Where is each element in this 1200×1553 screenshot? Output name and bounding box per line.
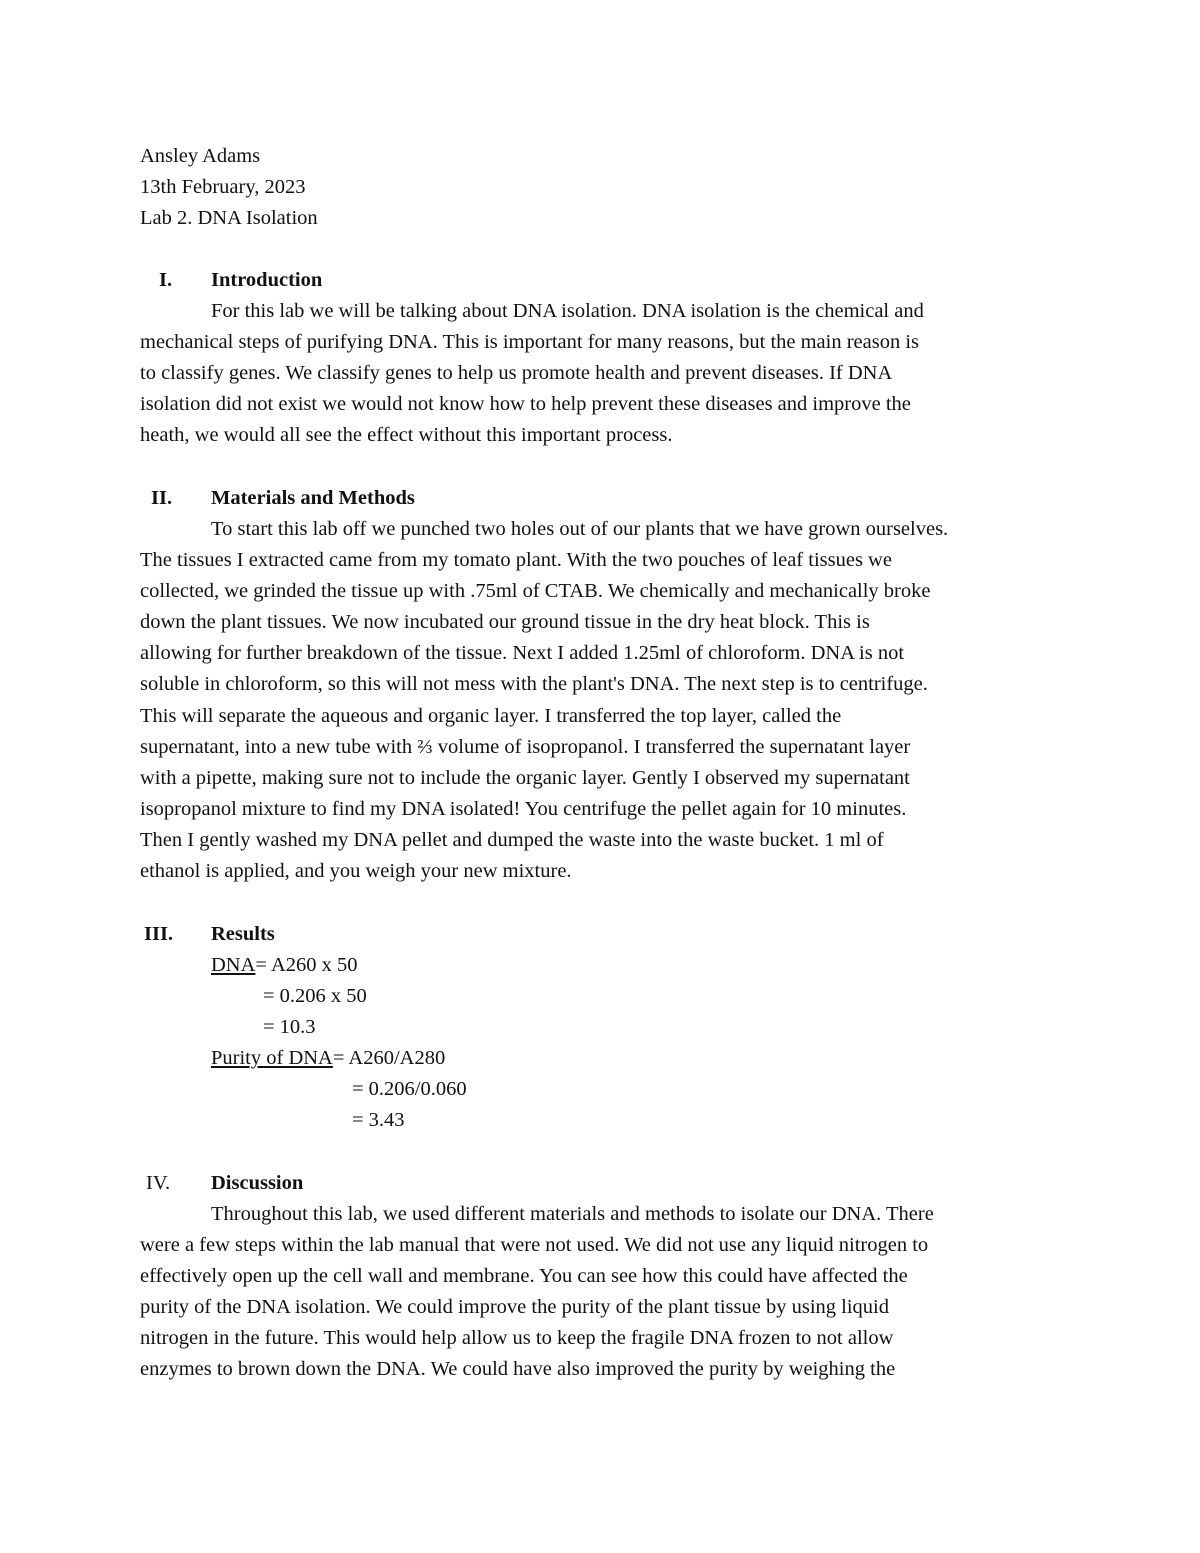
section-title-intro: Introduction (211, 269, 323, 291)
author-name: Ansley Adams (140, 145, 261, 167)
paragraph-line: soluble in chloroform, so this will not mess with the plant's DNA. The next step is to centrifuge. (140, 673, 928, 696)
paragraph-line: For this lab we will be talking about DNA isolation. DNA isolation is the chemical and (211, 300, 924, 322)
paragraph-line: heath, we would all see the effect without this important process. (140, 424, 673, 447)
paragraph-line: Throughout this lab, we used different materials and methods to isolate our DNA. There (211, 1203, 934, 1225)
discussion-paragraph (140, 1199, 1070, 1386)
paragraph-line: were a few steps within the lab manual that were not used. We did not use any liquid nitrogen to (140, 1234, 929, 1257)
section-number-methods: II. (151, 487, 173, 509)
paragraph-line: effectively open up the cell wall and membrane. You can see how this could have affected the (140, 1265, 908, 1288)
purity-step-1: = 0.206/0.060 (352, 1078, 467, 1100)
section-title-results: Results (211, 923, 275, 945)
section-title-discussion: Discussion (211, 1172, 304, 1194)
paragraph-line: collected, we grinded the tissue up with .75ml of CTAB. We chemically and mechanically broke (140, 580, 931, 603)
section-number-results: III. (144, 923, 174, 945)
dna-formula: = A260 x 50 (255, 954, 358, 976)
paragraph-line: This will separate the aqueous and organic layer. I transferred the top layer, called the (140, 704, 842, 727)
section-title-methods: Materials and Methods (211, 487, 415, 509)
paragraph-line: isolation did not exist we would not know how to help prevent these diseases and improve the (140, 393, 911, 416)
lab-title: Lab 2. DNA Isolation (140, 207, 318, 229)
paragraph-line: mechanical steps of purifying DNA. This is important for many reasons, but the main reason is (140, 331, 920, 354)
purity-step-2: = 3.43 (352, 1109, 405, 1131)
purity-formula: = A260/A280 (332, 1047, 446, 1069)
purity-equation (211, 1043, 445, 1074)
dna-label: DNA (211, 954, 256, 976)
methods-paragraph (140, 514, 1070, 887)
paragraph-line: allowing for further breakdown of the tissue. Next I added 1.25ml of chloroform. DNA is not (140, 642, 905, 665)
dna-equation (211, 950, 358, 981)
document-date: 13th February, 2023 (140, 176, 306, 198)
section-number-intro: I. (159, 269, 173, 291)
paragraph-line: To start this lab off we punched two holes out of our plants that we have grown ourselves. (211, 518, 949, 540)
paragraph-line: isopropanol mixture to find my DNA isolated! You centrifuge the pellet again for 10 minutes. (140, 797, 907, 820)
section-number-discussion: IV. (146, 1172, 171, 1194)
dna-step-1: = 0.206 x 50 (263, 985, 367, 1007)
paragraph-line: The tissues I extracted came from my tomato plant. With the two pouches of leaf tissues we (140, 549, 892, 572)
paragraph-line: with a pipette, making sure not to include the organic layer. Gently I observed my supernatant (140, 766, 910, 789)
paragraph-line: ethanol is applied, and you weigh your new mixture. (140, 860, 572, 883)
paragraph-line: supernatant, into a new tube with ⅔ volume of isopropanol. I transferred the supernatant layer (140, 735, 911, 758)
paragraph-line: enzymes to brown down the DNA. We could have also improved the purity by weighing the (140, 1358, 896, 1381)
purity-label: Purity of DNA (211, 1047, 333, 1069)
dna-step-2: = 10.3 (263, 1016, 316, 1038)
intro-paragraph (140, 296, 1070, 451)
paragraph-line: purity of the DNA isolation. We could improve the purity of the plant tissue by using liquid (140, 1296, 889, 1319)
paragraph-line: nitrogen in the future. This would help allow us to keep the fragile DNA frozen to not allow (140, 1327, 894, 1350)
paragraph-line: Then I gently washed my DNA pellet and dumped the waste into the waste bucket. 1 ml of (140, 828, 884, 851)
paragraph-line: down the plant tissues. We now incubated our ground tissue in the dry heat block. This is (140, 611, 870, 634)
paragraph-line: to classify genes. We classify genes to help us promote health and prevent diseases. If DNA (140, 362, 893, 385)
